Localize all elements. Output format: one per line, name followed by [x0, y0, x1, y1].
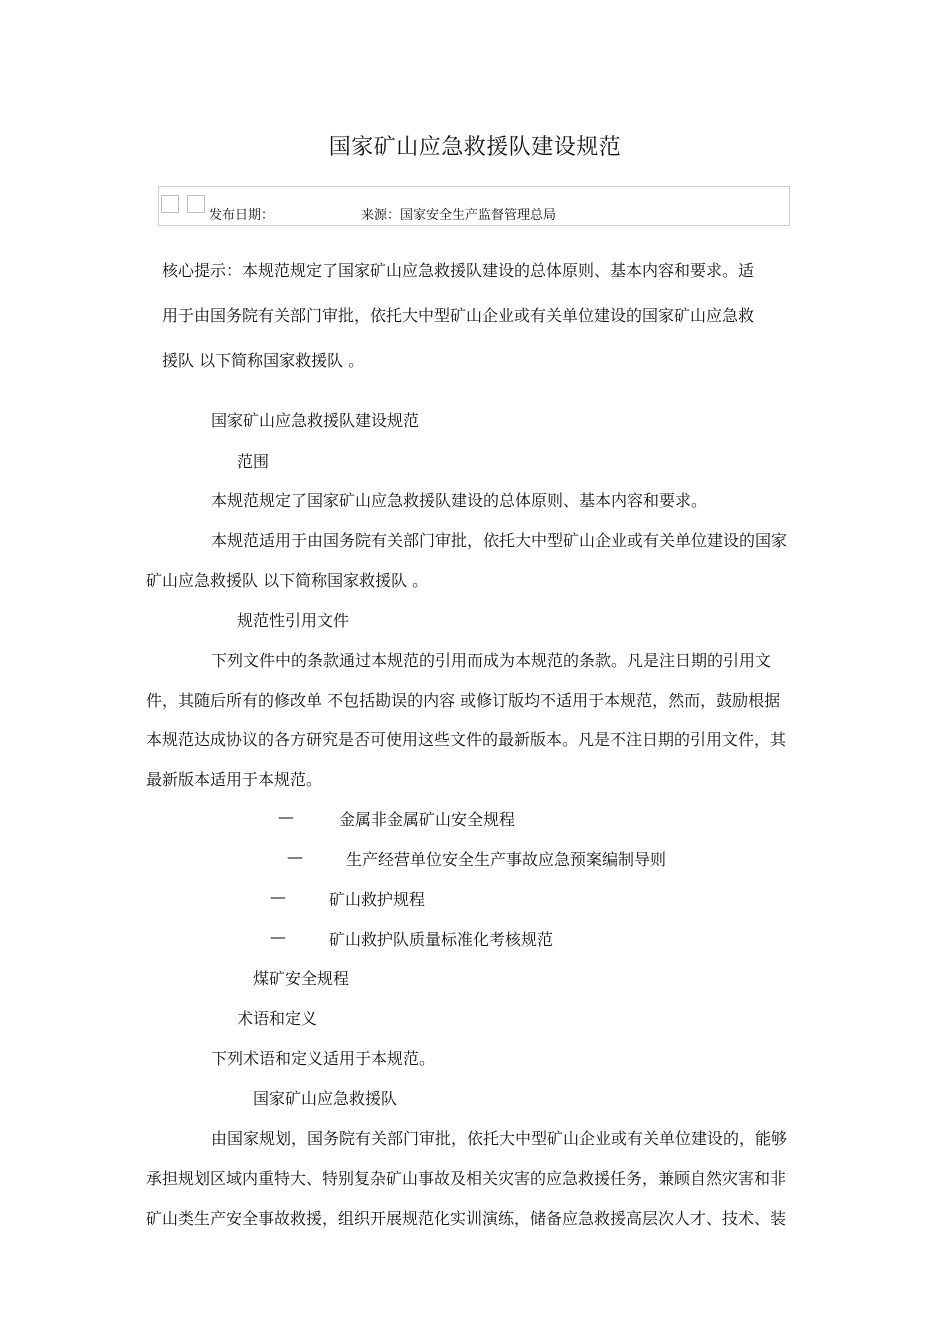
paragraph-line: 件，其随后所有的修改单 不包括勘误的内容 或修订版均不适用于本规范，然而，鼓励根据 — [146, 691, 781, 710]
reference-item: 煤矿安全规程 — [253, 969, 350, 988]
meta-bar — [158, 186, 790, 226]
document-title-text: 国家矿山应急救援队建设规范 — [328, 135, 622, 160]
section-title-references: 规范性引用文件 — [237, 611, 350, 630]
list-dash: — — [270, 927, 286, 946]
summary-line: 援队 以下简称国家救援队 。 — [162, 351, 365, 370]
paragraph-line: 本规范适用于由国务院有关部门审批，依托大中型矿山企业或有关单位建设的国家 — [211, 531, 788, 550]
term-title: 国家矿山应急救援队 — [253, 1089, 398, 1108]
reference-item: 生产经营单位安全生产事故应急预案编制导则 — [346, 850, 667, 869]
paragraph-line: 最新版本适用于本规范。 — [146, 770, 323, 789]
paragraph-line: 承担规划区域内重特大、特别复杂矿山事故及相关灾害的应急救援任务，兼顾自然灾害和非 — [146, 1169, 787, 1188]
checkbox-icon[interactable] — [187, 195, 205, 213]
list-dash: — — [270, 887, 286, 906]
reference-item: 金属非金属矿山安全规程 — [339, 810, 516, 829]
paragraph-line: 矿山类生产安全事故救援，组织开展规范化实训演练，储备应急救援高层次人才、技术、装 — [146, 1209, 787, 1228]
paragraph-line: 下列术语和定义适用于本规范。 — [211, 1049, 436, 1068]
reference-item: 矿山救护队质量标准化考核规范 — [329, 930, 554, 949]
source-label: 来源：国家安全生产监督管理总局 — [361, 208, 557, 223]
reference-item: 矿山救护规程 — [329, 890, 426, 909]
section-title-scope: 范围 — [237, 452, 270, 471]
summary-line: 用于由国务院有关部门审批，依托大中型矿山企业或有关单位建设的国家矿山应急救 — [162, 306, 755, 325]
document-title — [0, 130, 950, 161]
checkbox-icon[interactable] — [161, 195, 179, 213]
paragraph-line: 矿山应急救援队 以下简称国家救援队 。 — [146, 571, 429, 590]
list-dash: — — [287, 847, 303, 866]
summary-line: 核心提示：本规范规定了国家矿山应急救援队建设的总体原则、基本内容和要求。适 — [162, 261, 755, 280]
paragraph-line: 本规范规定了国家矿山应急救援队建设的总体原则、基本内容和要求。 — [211, 491, 708, 510]
list-dash: — — [278, 807, 294, 826]
section-title-terms: 术语和定义 — [237, 1009, 318, 1028]
body-heading: 国家矿山应急救援队建设规范 — [211, 411, 420, 430]
paragraph-line: 本规范达成协议的各方研究是否可使用这些文件的最新版本。凡是不注日期的引用文件，其 — [146, 730, 787, 749]
paragraph-line: 下列文件中的条款通过本规范的引用而成为本规范的条款。凡是注日期的引用文 — [211, 651, 772, 670]
paragraph-line: 由国家规划，国务院有关部门审批，依托大中型矿山企业或有关单位建设的，能够 — [211, 1129, 788, 1148]
publish-date-label: 发布日期： — [209, 208, 275, 223]
